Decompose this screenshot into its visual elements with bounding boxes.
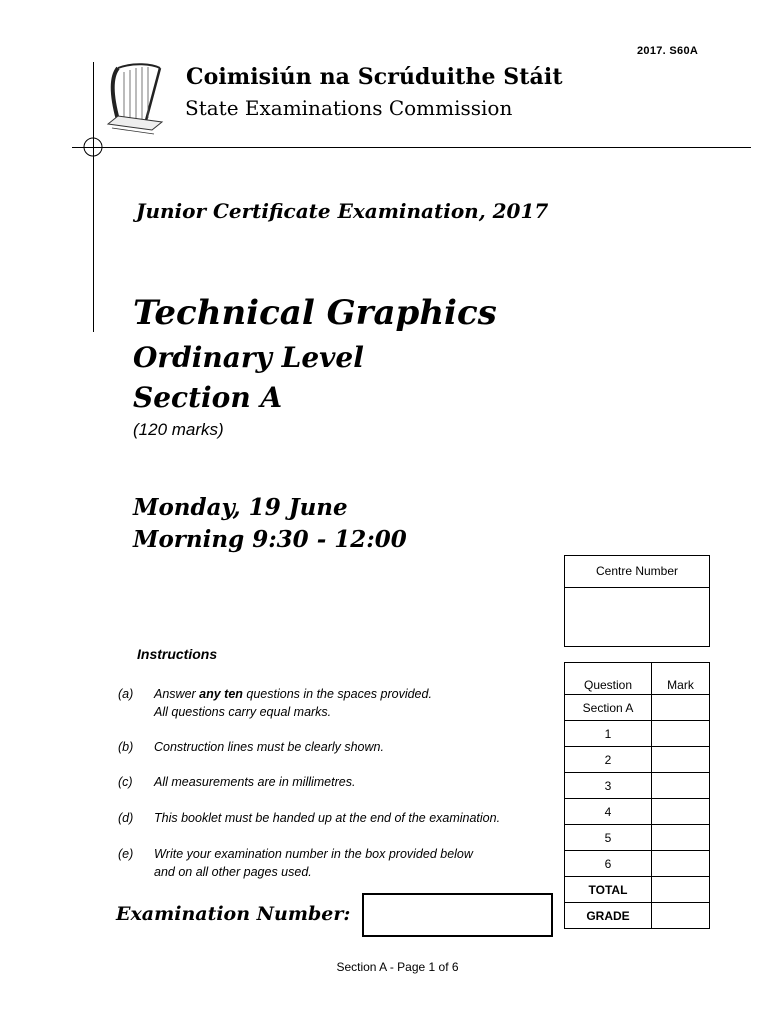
question-cell: 1: [565, 721, 652, 747]
commission-name-english: State Examinations Commission: [185, 96, 513, 120]
question-cell: 3: [565, 773, 652, 799]
total-marks: (120 marks): [133, 420, 224, 439]
header-rule-horizontal: [72, 147, 751, 148]
question-cell: Section A: [565, 695, 652, 721]
instruction-letter: (a): [118, 687, 134, 701]
table-row: [565, 721, 710, 747]
instruction-letter: (c): [118, 775, 133, 789]
section-title: Section A: [133, 381, 283, 414]
table-row: [565, 903, 710, 929]
subject-title: Technical Graphics: [133, 293, 497, 333]
paper-code: 2017. S60A: [637, 45, 699, 57]
instructions-heading: Instructions: [137, 646, 218, 662]
question-cell: 2: [565, 747, 652, 773]
mark-cell[interactable]: [652, 695, 710, 721]
instruction-text: Construction lines must be clearly shown.: [154, 740, 384, 754]
exam-time: Morning 9:30 - 12:00: [133, 526, 407, 553]
mark-cell[interactable]: [652, 773, 710, 799]
grade-mark-cell[interactable]: [652, 903, 710, 929]
centre-number-box[interactable]: [564, 555, 710, 647]
column-header-mark: Mark: [652, 663, 710, 695]
question-cell: 5: [565, 825, 652, 851]
exam-title: Junior Certificate Examination, 2017: [136, 199, 549, 223]
instruction-text: This booklet must be handed up at the end of the examination.: [154, 811, 501, 825]
instruction-text: Answer any ten questions in the spaces provided. All questions carry equal marks.: [154, 687, 432, 719]
question-cell: 6: [565, 851, 652, 877]
instruction-letter: (d): [118, 811, 134, 825]
table-row: [565, 877, 710, 903]
level-title: Ordinary Level: [133, 341, 364, 374]
mark-cell[interactable]: [652, 799, 710, 825]
table-row: [565, 851, 710, 877]
examination-number-label: Examination Number:: [116, 903, 351, 925]
mark-cell[interactable]: [652, 825, 710, 851]
total-label-cell: TOTAL: [565, 877, 652, 903]
instruction-text: Write your examination number in the box provided below and on all other pages used.: [154, 847, 473, 879]
header-rule-vertical: [93, 62, 94, 332]
exam-date: Monday, 19 June: [133, 494, 348, 521]
table-row: [565, 747, 710, 773]
grade-label-cell: GRADE: [565, 903, 652, 929]
total-mark-cell[interactable]: [652, 877, 710, 903]
mark-cell[interactable]: [652, 851, 710, 877]
instruction-text: All measurements are in millimetres.: [154, 775, 356, 789]
column-header-question: Question: [565, 663, 652, 695]
registration-mark-icon: [82, 136, 104, 158]
table-row: [565, 695, 710, 721]
table-row: [565, 799, 710, 825]
instruction-letter: (b): [118, 740, 134, 754]
commission-name-irish: Coimisiún na Scrúduithe Stáit: [186, 64, 563, 90]
mark-cell[interactable]: [652, 721, 710, 747]
centre-number-label: Centre Number: [565, 556, 709, 588]
table-header-row: [565, 663, 710, 695]
marks-table: [564, 662, 710, 929]
instruction-letter: (e): [118, 847, 134, 861]
page-footer: Section A - Page 1 of 6: [336, 960, 459, 974]
mark-cell[interactable]: [652, 747, 710, 773]
question-cell: 4: [565, 799, 652, 825]
examination-number-box[interactable]: [362, 893, 553, 937]
harp-icon: [104, 58, 164, 136]
table-row: [565, 773, 710, 799]
table-row: [565, 825, 710, 851]
